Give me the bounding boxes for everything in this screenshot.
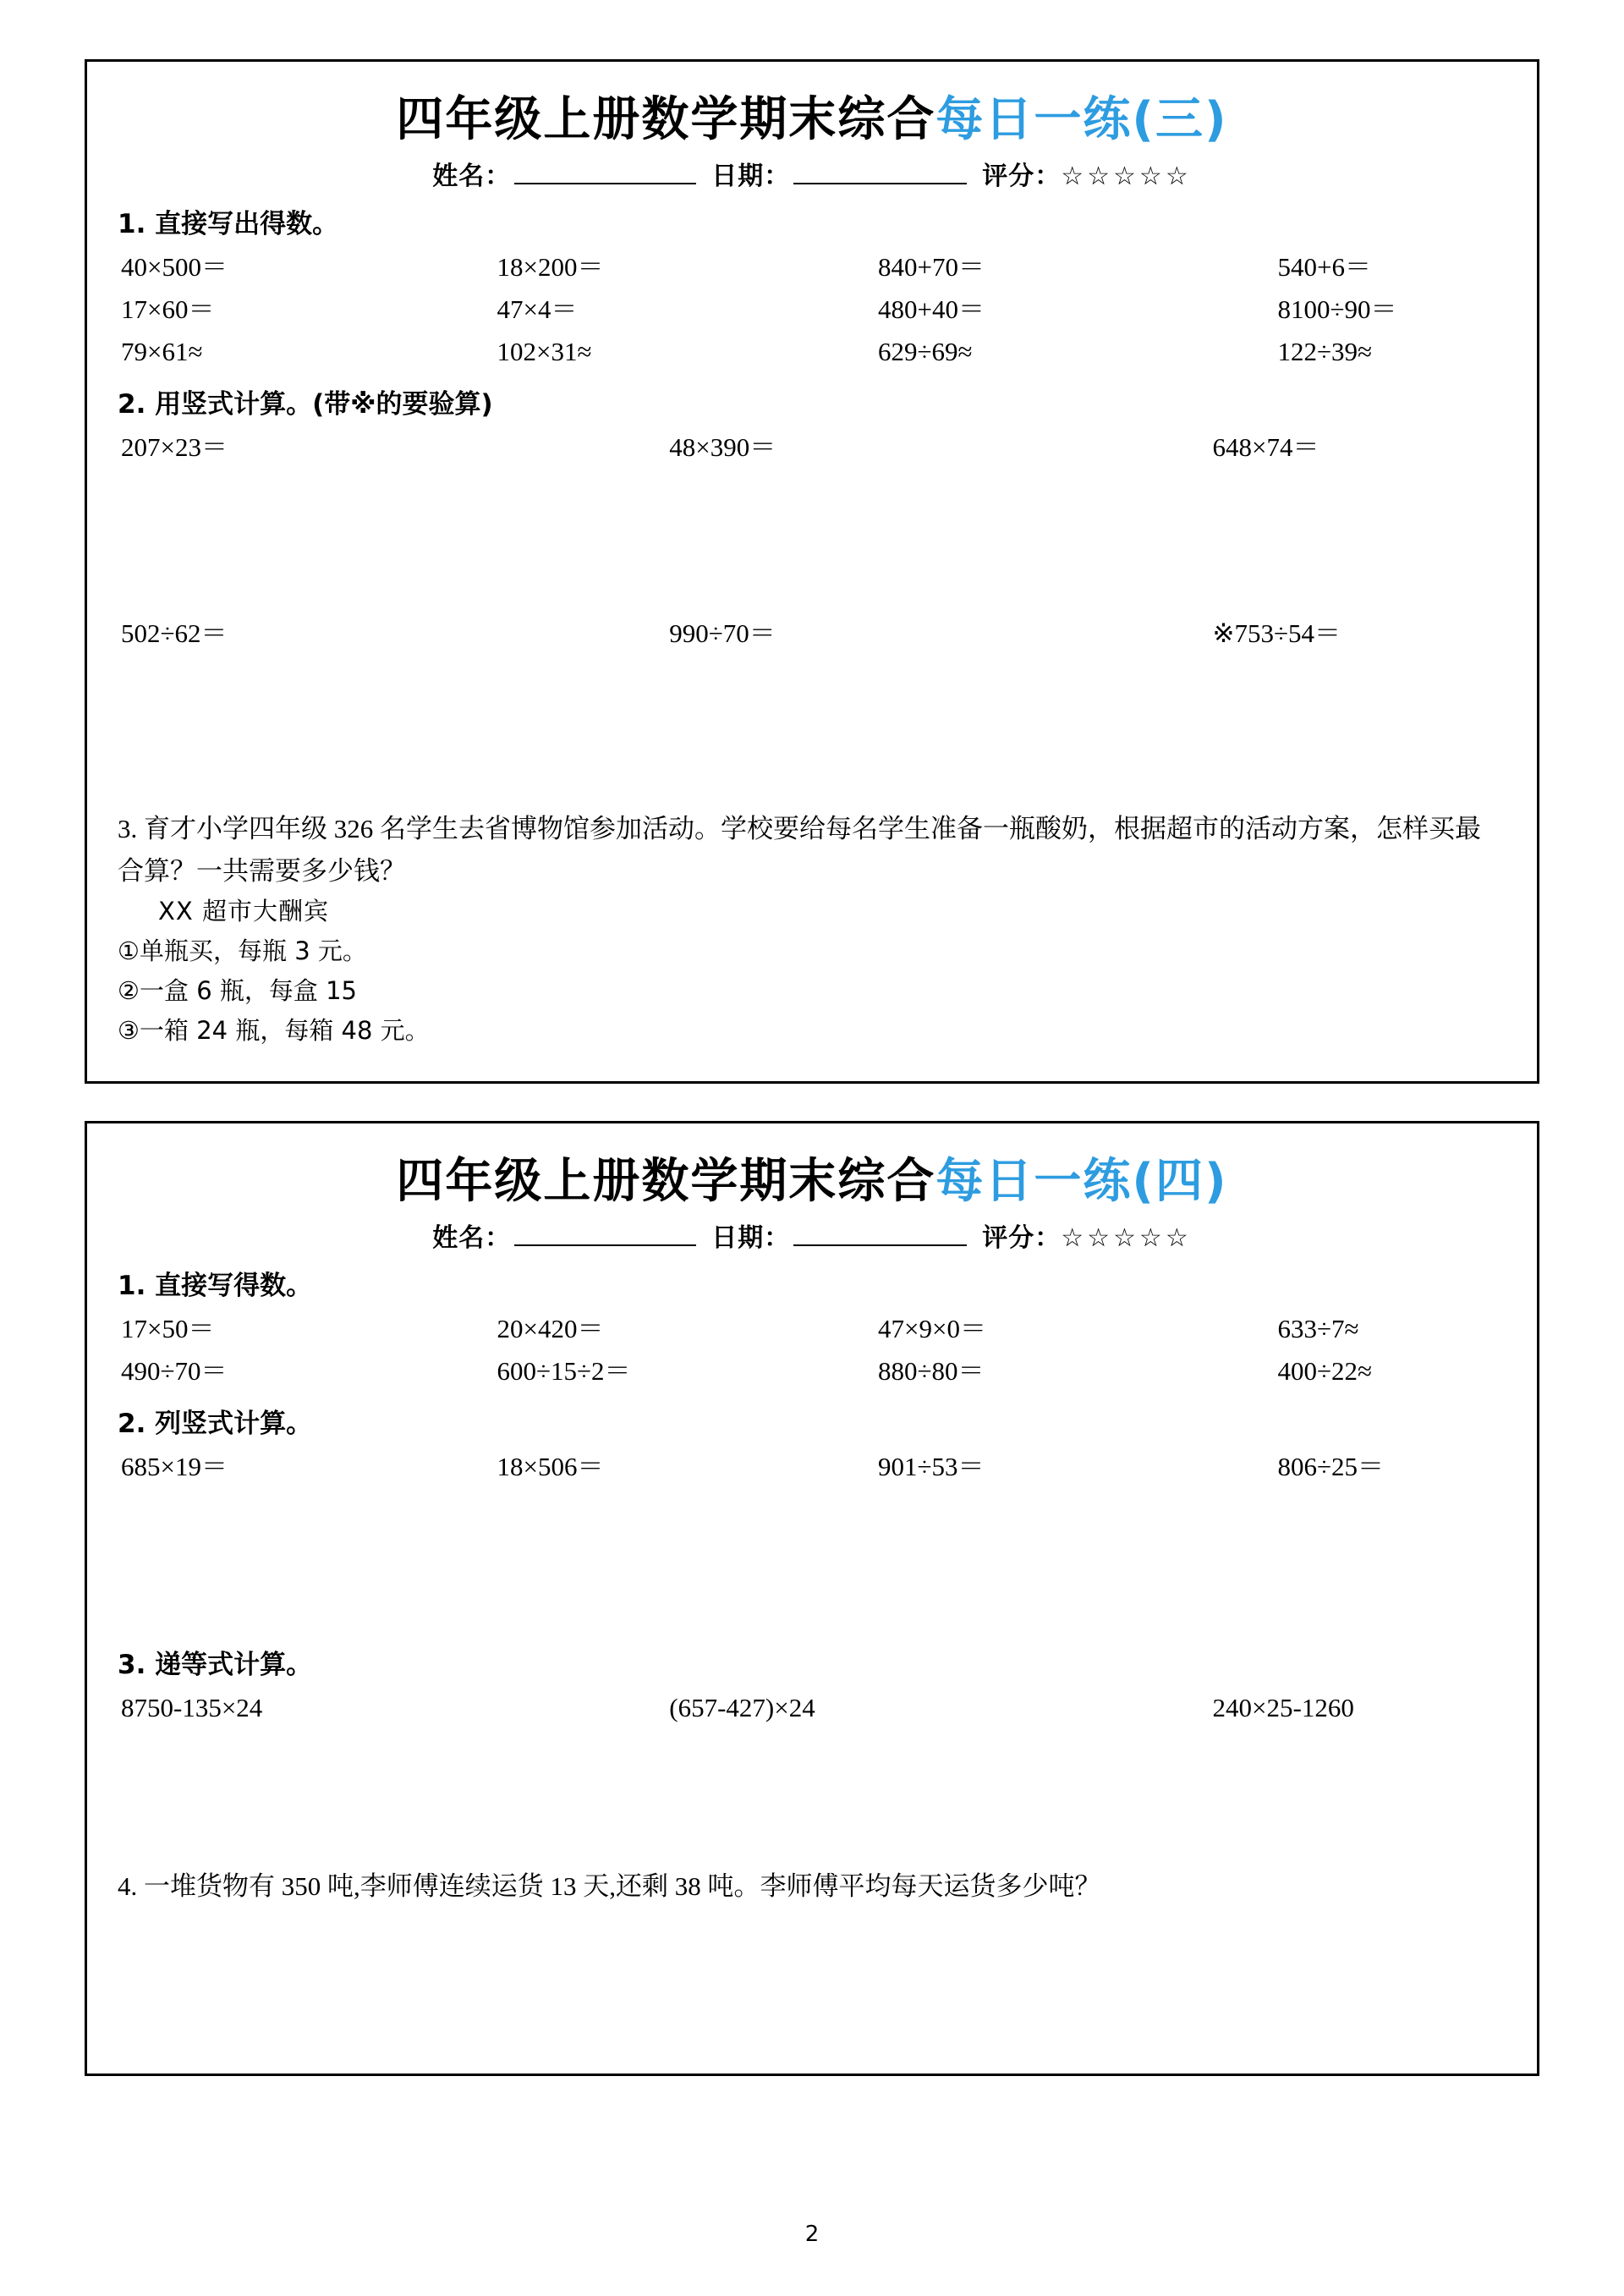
question-1-row <box>118 289 1506 330</box>
promo-option: ①单瓶买，每瓶 3 元。 <box>118 937 367 966</box>
question-1-row <box>118 1309 1506 1349</box>
sheet-title <box>118 82 1506 150</box>
question-1-heading: 1. 直接写出得数。 <box>118 209 339 239</box>
question-2-row <box>118 613 1506 654</box>
exercise-item: 400÷22≈ <box>1277 1356 1373 1387</box>
exercise-item: 540+6＝ <box>1277 252 1371 282</box>
exercise-item: 47×9×0＝ <box>878 1314 986 1344</box>
exercise-item: 600÷15÷2＝ <box>497 1356 631 1387</box>
exercise-item: 18×506＝ <box>497 1452 604 1482</box>
student-meta-row <box>118 1217 1506 1254</box>
question-1-row <box>118 332 1506 372</box>
name-input-blank[interactable] <box>514 1221 696 1246</box>
exercise-item: 806÷25＝ <box>1277 1452 1385 1482</box>
question-2-heading: 2. 用竖式计算。(带※的要验算) <box>118 389 493 420</box>
sheet-title-main: 四年级上册数学期末综合 <box>396 1154 936 1210</box>
question-3-row <box>118 1688 1506 1728</box>
work-space-area[interactable] <box>118 1730 1506 1857</box>
question-1-heading: 1. 直接写得数。 <box>118 1271 313 1302</box>
exercise-item: 901÷53＝ <box>878 1452 985 1482</box>
name-label: 姓名： <box>432 162 512 191</box>
question-1-row <box>118 1351 1506 1392</box>
exercise-item: 240×25-1260 <box>1212 1693 1354 1723</box>
exercise-item: 20×420＝ <box>497 1314 604 1344</box>
score-stars[interactable]: ☆☆☆☆☆ <box>1061 1223 1192 1254</box>
worksheet-sheet-three <box>85 59 1539 1084</box>
sheet-title <box>118 1144 1506 1211</box>
question-2-row <box>118 427 1506 468</box>
exercise-item: 502÷62＝ <box>121 618 228 649</box>
work-space-area[interactable] <box>118 656 1506 799</box>
exercise-item: 990÷70＝ <box>669 618 776 649</box>
exercise-item: 880÷80＝ <box>878 1356 985 1387</box>
question-1-row <box>118 247 1506 288</box>
exercise-item: 490÷70＝ <box>121 1356 228 1387</box>
question-3-text: 3. 育才小学四年级 326 名学生去省博物馆参加活动。学校要给每名学生准备一瓶酸奶，根据超市的活动方案，怎样买最合算？一共需要多少钱？ <box>118 814 1481 886</box>
exercise-item: 102×31≈ <box>497 337 592 367</box>
exercise-item: 207×23＝ <box>121 432 228 463</box>
exercise-item: (657-427)×24 <box>669 1693 815 1723</box>
promo-title: XX 超市大酬宾 <box>158 897 329 926</box>
exercise-item: 17×60＝ <box>121 294 215 325</box>
exercise-item: 480+40＝ <box>878 294 985 325</box>
exercise-item: ※753÷54＝ <box>1212 618 1341 649</box>
date-input-blank[interactable] <box>793 159 967 184</box>
exercise-item: 8750-135×24 <box>121 1693 263 1723</box>
exercise-item: 840+70＝ <box>878 252 985 282</box>
sheet-title-highlight: 每日一练 <box>935 1154 1133 1210</box>
score-label: 评分： <box>982 1223 1062 1254</box>
exercise-item: 47×4＝ <box>497 294 578 325</box>
sheet-bottom-pad <box>118 1051 1506 1059</box>
exercise-item: 8100÷90＝ <box>1277 294 1397 325</box>
worksheet-sheet-four <box>85 1121 1539 2076</box>
exercise-item: 633÷7≈ <box>1277 1314 1359 1344</box>
sheet-title-highlight: 每日一练 <box>935 92 1133 147</box>
exercise-item: 648×74＝ <box>1212 432 1320 463</box>
question-3-heading: 3. 递等式计算。 <box>118 1650 313 1681</box>
exercise-item: 17×50＝ <box>121 1314 215 1344</box>
work-space-area[interactable] <box>118 1489 1506 1633</box>
student-meta-row <box>118 155 1506 192</box>
name-label: 姓名： <box>432 1223 512 1254</box>
sheet-title-suffix: (三) <box>1132 92 1228 147</box>
promo-option: ②一盒 6 瓶，每盒 15 <box>118 976 358 1006</box>
page-number: 2 <box>804 2222 820 2247</box>
sheet-title-suffix: (四) <box>1132 1154 1228 1210</box>
name-input-blank[interactable] <box>514 159 696 184</box>
exercise-item: 40×500＝ <box>121 252 228 282</box>
date-label: 日期： <box>711 162 791 191</box>
date-input-blank[interactable] <box>793 1221 967 1246</box>
work-space-area[interactable] <box>118 1908 1506 2052</box>
sheet-title-main: 四年级上册数学期末综合 <box>396 92 936 147</box>
exercise-item: 122÷39≈ <box>1277 337 1373 367</box>
exercise-item: 685×19＝ <box>121 1452 228 1482</box>
date-label: 日期： <box>711 1223 791 1254</box>
score-stars[interactable]: ☆☆☆☆☆ <box>1061 162 1192 191</box>
exercise-item: 18×200＝ <box>497 252 604 282</box>
question-4-text: 4. 一堆货物有 350 吨,李师傅连续运货 13 天,还剩 38 吨。李师傅平均每天运货多少吨？ <box>118 1871 1101 1902</box>
question-2-heading: 2. 列竖式计算。 <box>118 1409 313 1440</box>
exercise-item: 48×390＝ <box>669 432 776 463</box>
score-label: 评分： <box>982 162 1062 191</box>
exercise-item: 79×61≈ <box>121 337 203 367</box>
work-space-area[interactable] <box>118 470 1506 613</box>
exercise-item: 629÷69≈ <box>878 337 973 367</box>
question-2-row <box>118 1447 1506 1487</box>
supermarket-promo <box>118 892 1506 1051</box>
promo-option: ③一箱 24 瓶，每箱 48 元。 <box>118 1016 430 1046</box>
